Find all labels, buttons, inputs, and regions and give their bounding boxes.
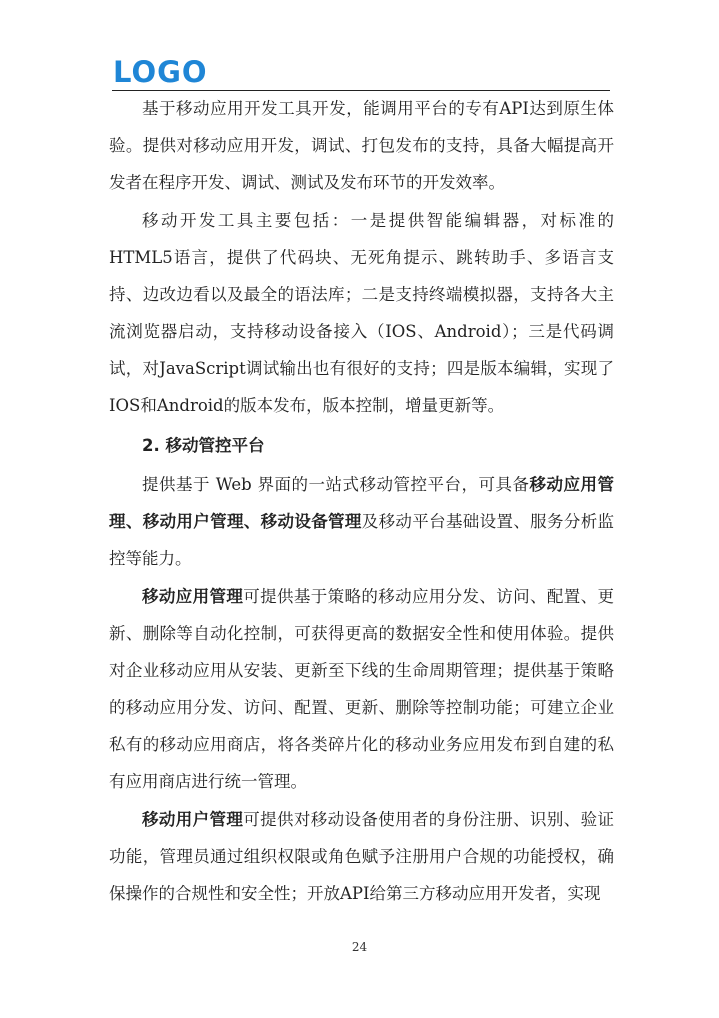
bold-term: 移动应用管理 <box>142 587 244 606</box>
paragraph-control-platform <box>109 466 614 577</box>
paragraph-user-management <box>109 801 614 912</box>
bold-term-user-management: 移动用户管理 <box>142 512 244 531</box>
text-run: 可提供对移动设备使用者的身份注册、识别、验证功能，管理员通过组织权限或角色赋予注册用户合规的功能授权，确保操作的合规性和安全性；开放API给第三方移动应用开发者，实现 <box>109 810 615 903</box>
text-run: 及移动平台基础设置、服务分析监控等能力。 <box>109 512 615 568</box>
logo: LOGO <box>113 55 208 89</box>
bold-term: 移动用户管理 <box>142 810 244 829</box>
text-run: 提供基于 Web 界面的一站式移动管控平台，可具备 <box>142 475 530 494</box>
paragraph-dev-tools-features: 移动开发工具主要包括：一是提供智能编辑器，对标准的HTML5语言，提供了代码块、无死角提示、跳转助手、多语言支持、边改边看以及最全的语法库；二是支持终端模拟器，支持各大主流浏览器启动，支持移动设备接入（IOS、Android）；三是代码调试，对JavaScript调试输出也有很好的支持；四是版本编辑，实现了IOS和Android的版本发布，版本控制，增量更新等。 <box>109 211 614 415</box>
bold-separator: 、 <box>125 512 143 531</box>
section-heading: 2. 移动管控平台 <box>142 436 265 455</box>
page-number: 24 <box>351 940 368 954</box>
text-run: 可提供基于策略的移动应用分发、访问、配置、更新、删除等自动化控制，可获得更高的数据安全性和使用体验。提供对企业移动应用从安装、更新至下线的生命周期管理；提供基于策略的移动应用分发、访问、配置、更新、删除等控制功能；可建立企业私有的移动应用商店，将各类碎片化的移动业务应用发布到自建的私有应用商店进行统一管理。 <box>109 587 615 791</box>
paragraph-app-management <box>109 578 614 800</box>
bold-separator: 、 <box>243 512 261 531</box>
bold-term-device-management: 移动设备管理 <box>260 512 362 531</box>
bold-term-app-management: 移动应用管理 <box>109 475 614 531</box>
paragraph-dev-tools-intro: 基于移动应用开发工具开发，能调用平台的专有API达到原生体验。提供对移动应用开发，调试、打包发布的支持，具备大幅提高开发者在程序开发、调试、测试及发布环节的开发效率。 <box>109 99 614 192</box>
document-body <box>109 90 614 912</box>
